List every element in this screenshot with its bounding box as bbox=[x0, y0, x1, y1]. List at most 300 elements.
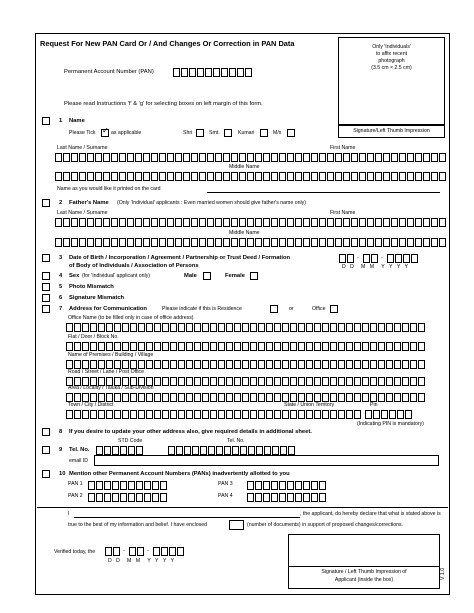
char-cell[interactable] bbox=[255, 153, 262, 162]
char-cell[interactable] bbox=[199, 238, 206, 247]
char-cell[interactable] bbox=[351, 172, 358, 181]
char-cell[interactable] bbox=[119, 153, 126, 162]
char-cell[interactable] bbox=[314, 342, 321, 351]
char-cell[interactable] bbox=[90, 410, 97, 419]
char-cell[interactable] bbox=[231, 238, 238, 247]
char-cell[interactable] bbox=[338, 377, 345, 386]
char-cell[interactable] bbox=[202, 342, 209, 351]
char-cell[interactable] bbox=[423, 218, 430, 227]
char-cell[interactable] bbox=[282, 393, 289, 402]
char-cell[interactable] bbox=[106, 360, 113, 369]
char-cell[interactable] bbox=[375, 153, 382, 162]
area-input[interactable] bbox=[66, 393, 426, 402]
char-cell[interactable] bbox=[210, 393, 217, 402]
char-cell[interactable] bbox=[154, 342, 161, 351]
char-cell[interactable] bbox=[245, 68, 252, 77]
char-cell[interactable] bbox=[250, 393, 257, 402]
char-cell[interactable] bbox=[274, 410, 281, 419]
char-cell[interactable] bbox=[237, 68, 244, 77]
char-cell[interactable] bbox=[55, 153, 62, 162]
char-cell[interactable] bbox=[175, 172, 182, 181]
char-cell[interactable] bbox=[271, 493, 278, 502]
char-cell[interactable] bbox=[184, 446, 191, 455]
char-cell[interactable] bbox=[410, 393, 417, 402]
char-cell[interactable] bbox=[127, 218, 134, 227]
char-cell[interactable] bbox=[386, 360, 393, 369]
char-cell[interactable] bbox=[322, 323, 329, 332]
char-cell[interactable] bbox=[418, 342, 425, 351]
char-cell[interactable] bbox=[82, 393, 89, 402]
char-cell[interactable] bbox=[255, 481, 262, 490]
char-cell[interactable] bbox=[242, 323, 249, 332]
char-cell[interactable] bbox=[346, 323, 353, 332]
char-cell[interactable] bbox=[363, 254, 370, 263]
char-cell[interactable] bbox=[135, 153, 142, 162]
char-cell[interactable] bbox=[122, 360, 129, 369]
char-cell[interactable] bbox=[287, 493, 294, 502]
char-cell[interactable] bbox=[169, 547, 176, 556]
char-cell[interactable] bbox=[370, 323, 377, 332]
char-cell[interactable] bbox=[287, 172, 294, 181]
char-cell[interactable] bbox=[221, 68, 228, 77]
char-cell[interactable] bbox=[335, 153, 342, 162]
char-cell[interactable] bbox=[290, 323, 297, 332]
char-cell[interactable] bbox=[74, 410, 81, 419]
char-cell[interactable] bbox=[391, 172, 398, 181]
char-cell[interactable] bbox=[387, 254, 394, 263]
char-cell[interactable] bbox=[226, 410, 233, 419]
char-cell[interactable] bbox=[111, 238, 118, 247]
char-cell[interactable] bbox=[362, 360, 369, 369]
char-cell[interactable] bbox=[120, 446, 127, 455]
char-cell[interactable] bbox=[303, 481, 310, 490]
char-cell[interactable] bbox=[218, 360, 225, 369]
char-cell[interactable] bbox=[335, 238, 342, 247]
char-cell[interactable] bbox=[151, 218, 158, 227]
char-cell[interactable] bbox=[319, 493, 326, 502]
char-cell[interactable] bbox=[282, 377, 289, 386]
char-cell[interactable] bbox=[178, 342, 185, 351]
char-cell[interactable] bbox=[191, 153, 198, 162]
char-cell[interactable] bbox=[234, 360, 241, 369]
char-cell[interactable] bbox=[175, 218, 182, 227]
char-cell[interactable] bbox=[114, 323, 121, 332]
char-cell[interactable] bbox=[266, 360, 273, 369]
char-cell[interactable] bbox=[210, 342, 217, 351]
char-cell[interactable] bbox=[95, 218, 102, 227]
char-cell[interactable] bbox=[151, 153, 158, 162]
char-cell[interactable] bbox=[218, 410, 225, 419]
char-cell[interactable] bbox=[386, 393, 393, 402]
char-cell[interactable] bbox=[394, 360, 401, 369]
char-cell[interactable] bbox=[181, 68, 188, 77]
char-cell[interactable] bbox=[129, 547, 136, 556]
char-cell[interactable] bbox=[330, 377, 337, 386]
char-cell[interactable] bbox=[138, 410, 145, 419]
char-cell[interactable] bbox=[199, 172, 206, 181]
char-cell[interactable] bbox=[207, 218, 214, 227]
char-cell[interactable] bbox=[279, 218, 286, 227]
char-cell[interactable] bbox=[415, 238, 422, 247]
char-cell[interactable] bbox=[290, 342, 297, 351]
item-7-checkbox[interactable] bbox=[42, 305, 50, 313]
char-cell[interactable] bbox=[159, 218, 166, 227]
char-cell[interactable] bbox=[311, 493, 318, 502]
char-cell[interactable] bbox=[197, 68, 204, 77]
char-cell[interactable] bbox=[386, 323, 393, 332]
char-cell[interactable] bbox=[183, 172, 190, 181]
char-cell[interactable] bbox=[130, 410, 137, 419]
char-cell[interactable] bbox=[79, 238, 86, 247]
char-cell[interactable] bbox=[240, 446, 247, 455]
char-cell[interactable] bbox=[371, 254, 378, 263]
char-cell[interactable] bbox=[74, 342, 81, 351]
char-cell[interactable] bbox=[152, 481, 159, 490]
premises-input[interactable] bbox=[66, 360, 426, 369]
char-cell[interactable] bbox=[330, 393, 337, 402]
char-cell[interactable] bbox=[389, 410, 396, 419]
char-cell[interactable] bbox=[378, 377, 385, 386]
char-cell[interactable] bbox=[210, 360, 217, 369]
char-cell[interactable] bbox=[170, 410, 177, 419]
char-cell[interactable] bbox=[250, 360, 257, 369]
char-cell[interactable] bbox=[103, 218, 110, 227]
tel-no-input[interactable] bbox=[168, 446, 296, 455]
char-cell[interactable] bbox=[103, 238, 110, 247]
char-cell[interactable] bbox=[255, 218, 262, 227]
char-cell[interactable] bbox=[303, 172, 310, 181]
name-on-card-line[interactable] bbox=[207, 192, 440, 193]
char-cell[interactable] bbox=[383, 153, 390, 162]
char-cell[interactable] bbox=[242, 410, 249, 419]
char-cell[interactable] bbox=[55, 172, 62, 181]
char-cell[interactable] bbox=[290, 360, 297, 369]
char-cell[interactable] bbox=[138, 323, 145, 332]
char-cell[interactable] bbox=[279, 481, 286, 490]
char-cell[interactable] bbox=[370, 360, 377, 369]
char-cell[interactable] bbox=[82, 342, 89, 351]
char-cell[interactable] bbox=[375, 218, 382, 227]
char-cell[interactable] bbox=[74, 393, 81, 402]
char-cell[interactable] bbox=[280, 446, 287, 455]
char-cell[interactable] bbox=[160, 481, 167, 490]
char-cell[interactable] bbox=[151, 238, 158, 247]
char-cell[interactable] bbox=[208, 446, 215, 455]
char-cell[interactable] bbox=[378, 393, 385, 402]
char-cell[interactable] bbox=[234, 377, 241, 386]
char-cell[interactable] bbox=[255, 172, 262, 181]
char-cell[interactable] bbox=[362, 323, 369, 332]
char-cell[interactable] bbox=[66, 393, 73, 402]
char-cell[interactable] bbox=[322, 393, 329, 402]
char-cell[interactable] bbox=[367, 153, 374, 162]
char-cell[interactable] bbox=[151, 172, 158, 181]
char-cell[interactable] bbox=[146, 323, 153, 332]
char-cell[interactable] bbox=[335, 218, 342, 227]
char-cell[interactable] bbox=[239, 218, 246, 227]
char-cell[interactable] bbox=[226, 342, 233, 351]
char-cell[interactable] bbox=[162, 342, 169, 351]
char-cell[interactable] bbox=[216, 446, 223, 455]
char-cell[interactable] bbox=[378, 360, 385, 369]
char-cell[interactable] bbox=[168, 446, 175, 455]
char-cell[interactable] bbox=[223, 238, 230, 247]
char-cell[interactable] bbox=[271, 238, 278, 247]
char-cell[interactable] bbox=[319, 238, 326, 247]
char-cell[interactable] bbox=[210, 323, 217, 332]
char-cell[interactable] bbox=[247, 218, 254, 227]
char-cell[interactable] bbox=[234, 342, 241, 351]
char-cell[interactable] bbox=[346, 393, 353, 402]
char-cell[interactable] bbox=[90, 323, 97, 332]
char-cell[interactable] bbox=[274, 360, 281, 369]
char-cell[interactable] bbox=[311, 218, 318, 227]
char-cell[interactable] bbox=[287, 218, 294, 227]
verified-month-input[interactable] bbox=[129, 547, 145, 556]
char-cell[interactable] bbox=[122, 393, 129, 402]
char-cell[interactable] bbox=[287, 238, 294, 247]
char-cell[interactable] bbox=[362, 342, 369, 351]
char-cell[interactable] bbox=[242, 393, 249, 402]
char-cell[interactable] bbox=[82, 323, 89, 332]
char-cell[interactable] bbox=[295, 238, 302, 247]
char-cell[interactable] bbox=[370, 393, 377, 402]
char-cell[interactable] bbox=[159, 172, 166, 181]
char-cell[interactable] bbox=[239, 238, 246, 247]
char-cell[interactable] bbox=[343, 218, 350, 227]
char-cell[interactable] bbox=[98, 360, 105, 369]
char-cell[interactable] bbox=[415, 153, 422, 162]
char-cell[interactable] bbox=[218, 323, 225, 332]
char-cell[interactable] bbox=[127, 172, 134, 181]
char-cell[interactable] bbox=[112, 493, 119, 502]
char-cell[interactable] bbox=[79, 172, 86, 181]
char-cell[interactable] bbox=[242, 360, 249, 369]
char-cell[interactable] bbox=[303, 493, 310, 502]
char-cell[interactable] bbox=[418, 377, 425, 386]
char-cell[interactable] bbox=[207, 153, 214, 162]
char-cell[interactable] bbox=[154, 323, 161, 332]
char-cell[interactable] bbox=[402, 393, 409, 402]
char-cell[interactable] bbox=[143, 218, 150, 227]
photo-box[interactable] bbox=[338, 37, 445, 125]
char-cell[interactable] bbox=[202, 323, 209, 332]
char-cell[interactable] bbox=[423, 172, 430, 181]
sex-male-checkbox[interactable] bbox=[203, 272, 211, 280]
char-cell[interactable] bbox=[314, 360, 321, 369]
char-cell[interactable] bbox=[224, 446, 231, 455]
char-cell[interactable] bbox=[279, 238, 286, 247]
char-cell[interactable] bbox=[96, 493, 103, 502]
char-cell[interactable] bbox=[144, 493, 151, 502]
char-cell[interactable] bbox=[343, 172, 350, 181]
father-name-row-2-input[interactable] bbox=[55, 238, 447, 247]
item-5-checkbox[interactable] bbox=[42, 283, 50, 291]
char-cell[interactable] bbox=[431, 238, 438, 247]
char-cell[interactable] bbox=[274, 393, 281, 402]
char-cell[interactable] bbox=[423, 238, 430, 247]
char-cell[interactable] bbox=[177, 547, 184, 556]
char-cell[interactable] bbox=[319, 481, 326, 490]
char-cell[interactable] bbox=[144, 481, 151, 490]
name-row-2-input[interactable] bbox=[55, 172, 447, 181]
char-cell[interactable] bbox=[339, 254, 346, 263]
char-cell[interactable] bbox=[234, 323, 241, 332]
pan-1-input[interactable] bbox=[88, 481, 168, 490]
char-cell[interactable] bbox=[347, 254, 354, 263]
char-cell[interactable] bbox=[170, 342, 177, 351]
char-cell[interactable] bbox=[146, 342, 153, 351]
char-cell[interactable] bbox=[410, 342, 417, 351]
residence-checkbox[interactable] bbox=[270, 305, 278, 313]
char-cell[interactable] bbox=[403, 254, 410, 263]
char-cell[interactable] bbox=[135, 172, 142, 181]
char-cell[interactable] bbox=[263, 493, 270, 502]
char-cell[interactable] bbox=[266, 377, 273, 386]
office-checkbox[interactable] bbox=[330, 305, 338, 313]
char-cell[interactable] bbox=[375, 172, 382, 181]
char-cell[interactable] bbox=[263, 481, 270, 490]
char-cell[interactable] bbox=[90, 360, 97, 369]
char-cell[interactable] bbox=[95, 238, 102, 247]
char-cell[interactable] bbox=[202, 393, 209, 402]
char-cell[interactable] bbox=[402, 323, 409, 332]
char-cell[interactable] bbox=[192, 446, 199, 455]
char-cell[interactable] bbox=[82, 360, 89, 369]
char-cell[interactable] bbox=[63, 238, 70, 247]
item-8-checkbox[interactable] bbox=[42, 428, 50, 436]
char-cell[interactable] bbox=[418, 323, 425, 332]
char-cell[interactable] bbox=[247, 172, 254, 181]
char-cell[interactable] bbox=[346, 410, 353, 419]
item-1-checkbox[interactable] bbox=[42, 117, 50, 125]
char-cell[interactable] bbox=[167, 218, 174, 227]
char-cell[interactable] bbox=[407, 153, 414, 162]
char-cell[interactable] bbox=[263, 218, 270, 227]
char-cell[interactable] bbox=[288, 446, 295, 455]
char-cell[interactable] bbox=[210, 377, 217, 386]
char-cell[interactable] bbox=[103, 172, 110, 181]
char-cell[interactable] bbox=[194, 410, 201, 419]
char-cell[interactable] bbox=[186, 360, 193, 369]
char-cell[interactable] bbox=[330, 410, 337, 419]
char-cell[interactable] bbox=[439, 238, 446, 247]
char-cell[interactable] bbox=[338, 342, 345, 351]
char-cell[interactable] bbox=[378, 323, 385, 332]
char-cell[interactable] bbox=[215, 172, 222, 181]
char-cell[interactable] bbox=[258, 342, 265, 351]
verified-day-input[interactable] bbox=[105, 547, 121, 556]
char-cell[interactable] bbox=[130, 323, 137, 332]
char-cell[interactable] bbox=[319, 172, 326, 181]
char-cell[interactable] bbox=[362, 393, 369, 402]
char-cell[interactable] bbox=[87, 218, 94, 227]
char-cell[interactable] bbox=[351, 153, 358, 162]
char-cell[interactable] bbox=[170, 377, 177, 386]
char-cell[interactable] bbox=[218, 342, 225, 351]
char-cell[interactable] bbox=[373, 410, 380, 419]
char-cell[interactable] bbox=[306, 360, 313, 369]
char-cell[interactable] bbox=[266, 393, 273, 402]
char-cell[interactable] bbox=[205, 68, 212, 77]
char-cell[interactable] bbox=[146, 360, 153, 369]
char-cell[interactable] bbox=[87, 172, 94, 181]
char-cell[interactable] bbox=[213, 68, 220, 77]
char-cell[interactable] bbox=[354, 377, 361, 386]
char-cell[interactable] bbox=[63, 218, 70, 227]
char-cell[interactable] bbox=[303, 238, 310, 247]
char-cell[interactable] bbox=[210, 410, 217, 419]
char-cell[interactable] bbox=[66, 410, 73, 419]
char-cell[interactable] bbox=[183, 153, 190, 162]
item-2-checkbox[interactable] bbox=[42, 199, 50, 207]
char-cell[interactable] bbox=[327, 153, 334, 162]
char-cell[interactable] bbox=[146, 393, 153, 402]
char-cell[interactable] bbox=[87, 153, 94, 162]
char-cell[interactable] bbox=[191, 238, 198, 247]
applicant-signature-box[interactable] bbox=[288, 534, 440, 589]
char-cell[interactable] bbox=[218, 393, 225, 402]
char-cell[interactable] bbox=[359, 238, 366, 247]
char-cell[interactable] bbox=[415, 172, 422, 181]
char-cell[interactable] bbox=[266, 323, 273, 332]
char-cell[interactable] bbox=[311, 481, 318, 490]
char-cell[interactable] bbox=[247, 481, 254, 490]
char-cell[interactable] bbox=[258, 393, 265, 402]
char-cell[interactable] bbox=[178, 393, 185, 402]
char-cell[interactable] bbox=[298, 323, 305, 332]
char-cell[interactable] bbox=[354, 342, 361, 351]
char-cell[interactable] bbox=[71, 153, 78, 162]
char-cell[interactable] bbox=[175, 153, 182, 162]
char-cell[interactable] bbox=[282, 410, 289, 419]
char-cell[interactable] bbox=[306, 410, 313, 419]
char-cell[interactable] bbox=[239, 153, 246, 162]
char-cell[interactable] bbox=[410, 377, 417, 386]
char-cell[interactable] bbox=[266, 342, 273, 351]
char-cell[interactable] bbox=[146, 410, 153, 419]
sex-female-checkbox[interactable] bbox=[250, 272, 258, 280]
char-cell[interactable] bbox=[114, 360, 121, 369]
char-cell[interactable] bbox=[295, 172, 302, 181]
char-cell[interactable] bbox=[287, 153, 294, 162]
char-cell[interactable] bbox=[272, 446, 279, 455]
char-cell[interactable] bbox=[279, 493, 286, 502]
char-cell[interactable] bbox=[231, 153, 238, 162]
char-cell[interactable] bbox=[127, 153, 134, 162]
char-cell[interactable] bbox=[407, 172, 414, 181]
char-cell[interactable] bbox=[98, 323, 105, 332]
char-cell[interactable] bbox=[418, 393, 425, 402]
char-cell[interactable] bbox=[175, 238, 182, 247]
char-cell[interactable] bbox=[191, 172, 198, 181]
char-cell[interactable] bbox=[242, 377, 249, 386]
char-cell[interactable] bbox=[346, 360, 353, 369]
char-cell[interactable] bbox=[354, 410, 361, 419]
char-cell[interactable] bbox=[167, 172, 174, 181]
char-cell[interactable] bbox=[367, 218, 374, 227]
char-cell[interactable] bbox=[229, 68, 236, 77]
char-cell[interactable] bbox=[298, 360, 305, 369]
char-cell[interactable] bbox=[375, 238, 382, 247]
char-cell[interactable] bbox=[248, 446, 255, 455]
char-cell[interactable] bbox=[439, 218, 446, 227]
char-cell[interactable] bbox=[263, 172, 270, 181]
char-cell[interactable] bbox=[431, 153, 438, 162]
char-cell[interactable] bbox=[138, 360, 145, 369]
char-cell[interactable] bbox=[271, 218, 278, 227]
char-cell[interactable] bbox=[322, 410, 329, 419]
